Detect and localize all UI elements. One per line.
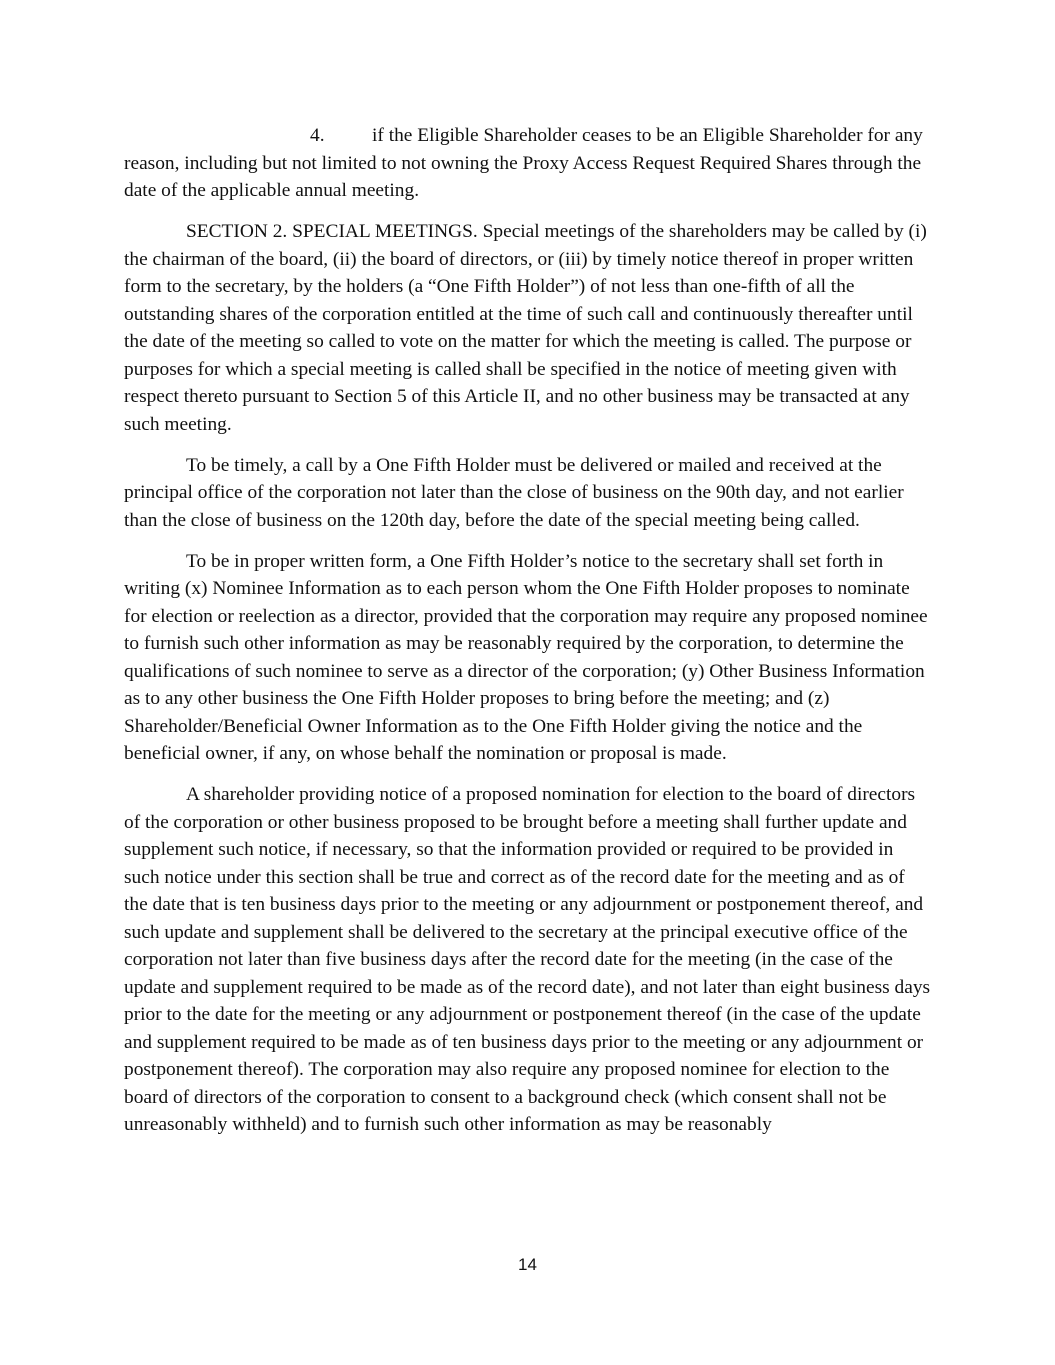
paragraph-timely-call: To be timely, a call by a One Fifth Holder must be delivered or mailed and received at the principal office of the corporation not later than the close of business on the 90th day, and not earlier than the close of business on the 120th day, before the date of the special meeting being called. [124, 454, 904, 531]
document-page [124, 122, 932, 1152]
list-item-text: if the Eligible Shareholder ceases to be an Eligible Shareholder for any reason, including but not limited to not owning the Proxy Access Request Required Shares through the date of the applicable annual meeting. [124, 125, 923, 201]
list-item-number: 4. [310, 125, 325, 146]
list-item-4 [124, 122, 932, 205]
paragraph-update-and-supplement: A shareholder providing notice of a proposed nomination for election to the board of directors of the corporation or other business proposed to be brought before a meeting shall further update and supplement such notice, if necessary, so that the information provided or required to be provided in such notice under this section shall be true and correct as of the record date for the meeting and as of the date that is ten business days prior to the meeting or any adjournment or postponement thereof, and such update and supplement shall be delivered to the secretary at the principal executive office of the corporation not later than five business days after the record date for the meeting (in the case of the update and supplement required to be made as of the record date), and not later than eight business days prior to the date for the meeting or any adjournment or postponement thereof (in the case of the update and supplement required to be made as of ten business days prior to the meeting or any adjournment or postponement thereof). The corporation may also require any proposed nominee for election to the board of directors of the corporation to consent to a background check (which consent shall not be unreasonably withheld) and to furnish such other information as may be reasonably [124, 784, 931, 1135]
paragraph-section-2-special-meetings: SECTION 2. SPECIAL MEETINGS. Special meetings of the shareholders may be called by (i) the chairman of the board, (ii) the board of directors, or (iii) by timely notice thereof in proper written form to the secretary, by the holders (a “One Fifth Holder”) of not less than one-fifth of all the outstanding shares of the corporation entitled at the time of such call and continuously thereafter until the date of the meeting so called to vote on the matter for which the meeting is called. The purpose or purposes for which a special meeting is called shall be specified in the notice of meeting given with respect thereto pursuant to Section 5 of this Article II, and no other business may be transacted at any such meeting. [124, 221, 927, 435]
page-number: 14 [518, 1255, 537, 1274]
paragraph-proper-written-form: To be in proper written form, a One Fifth Holder’s notice to the secretary shall set forth in writing (x) Nominee Information as to each person whom the One Fifth Holder proposes to nominate for election or reelection as a director, provided that the corporation may require any proposed nominee to furnish such other information as may be reasonably required by the corporation, to determine the qualifications of such nominee to serve as a director of the corporation; (y) Other Business Information as to any other business the One Fifth Holder proposes to bring before the meeting; and (z) Shareholder/Beneficial Owner Information as to the One Fifth Holder giving the notice and the beneficial owner, if any, on whose behalf the nomination or proposal is made. [124, 550, 928, 764]
